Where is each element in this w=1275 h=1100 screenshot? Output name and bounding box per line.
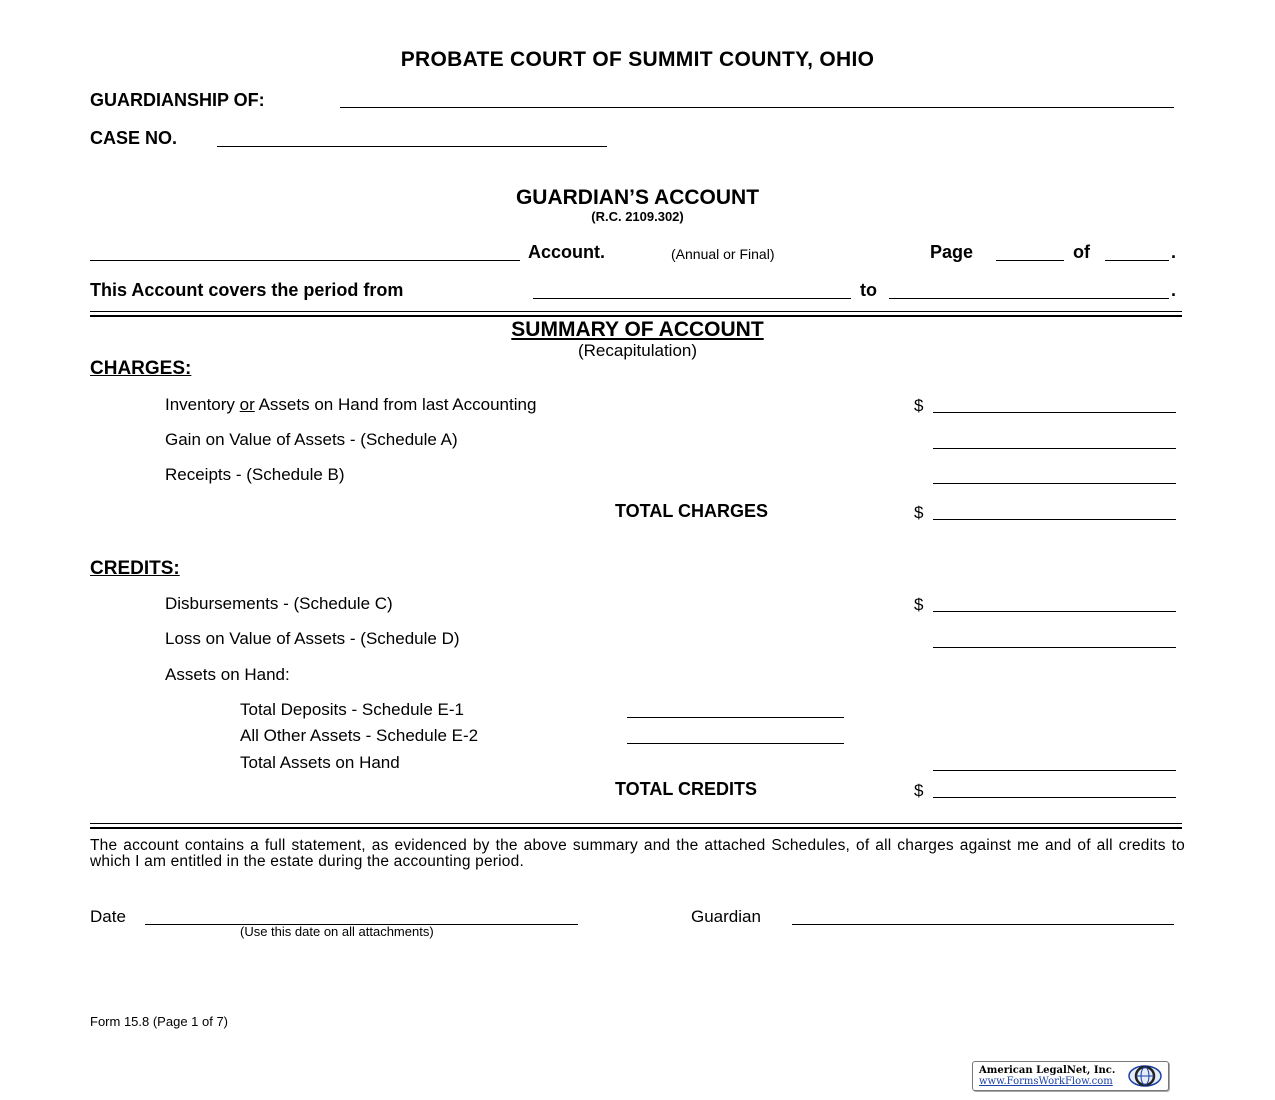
period-from-field[interactable] <box>533 298 851 299</box>
inventory-dollar-sign: $ <box>914 396 924 415</box>
charges-heading: CHARGES: <box>90 358 192 379</box>
loss-label: Loss on Value of Assets - (Schedule D) <box>165 629 460 648</box>
divider-bottom <box>90 823 1182 829</box>
disbursements-dollar-sign: $ <box>914 595 924 614</box>
guardianship-name-field[interactable] <box>340 107 1174 108</box>
logo-company-name: American LegalNet, Inc. <box>979 1065 1116 1076</box>
guardianship-label: GUARDIANSHIP OF: <box>90 90 265 110</box>
assets-on-hand-label: Assets on Hand: <box>165 665 290 684</box>
total-deposits-label: Total Deposits - Schedule E-1 <box>240 700 464 719</box>
page-number-field[interactable] <box>996 260 1064 261</box>
total-deposits-amount-field[interactable] <box>627 717 844 718</box>
inventory-text-pre: Inventory <box>165 395 235 414</box>
inventory-amount-field[interactable] <box>933 412 1176 413</box>
date-hint: (Use this date on all attachments) <box>240 924 434 939</box>
page-label: Page <box>930 242 974 262</box>
gain-label: Gain on Value of Assets - (Schedule A) <box>165 430 458 449</box>
page-period: . <box>1171 242 1177 262</box>
statement-paragraph: The account contains a full statement, as evidenced by the above summary and the attached Schedules, of all charges against me and of all credits to which I am entitled in the estate during the accounting period. <box>90 837 1185 870</box>
guardian-signature-field[interactable] <box>792 924 1174 925</box>
of-label: of <box>1073 242 1090 262</box>
globe-icon <box>1126 1064 1164 1088</box>
summary-heading: SUMMARY OF ACCOUNT <box>511 318 764 341</box>
case-number-field[interactable] <box>217 146 607 147</box>
disbursements-label: Disbursements - (Schedule C) <box>165 594 393 613</box>
case-number-label: CASE NO. <box>90 128 178 148</box>
total-credits-label: TOTAL CREDITS <box>615 779 758 799</box>
total-assets-amount-field[interactable] <box>933 770 1176 771</box>
period-from-label: This Account covers the period from <box>90 280 404 300</box>
date-label: Date <box>90 907 126 926</box>
inventory-text-post: Assets on Hand from last Accounting <box>258 395 537 414</box>
total-credits-amount-field[interactable] <box>933 797 1176 798</box>
other-assets-label: All Other Assets - Schedule E-2 <box>240 726 479 745</box>
account-label: Account. <box>528 242 606 262</box>
statute-reference: (R.C. 2109.302) <box>591 209 684 224</box>
loss-amount-field[interactable] <box>933 647 1176 648</box>
period-to-field[interactable] <box>889 298 1169 299</box>
total-charges-amount-field[interactable] <box>933 519 1176 520</box>
legalnet-logo[interactable] <box>972 1061 1169 1091</box>
inventory-label <box>165 395 536 415</box>
guardian-label: Guardian <box>691 907 761 926</box>
credits-heading: CREDITS: <box>90 558 180 579</box>
account-type-hint: (Annual or Final) <box>671 246 775 262</box>
form-title: GUARDIAN’S ACCOUNT <box>515 186 760 209</box>
form-id: Form 15.8 (Page 1 of 7) <box>90 1014 229 1029</box>
total-charges-label: TOTAL CHARGES <box>615 501 769 521</box>
page-total-field[interactable] <box>1105 260 1169 261</box>
logo-url[interactable]: www.FormsWorkFlow.com <box>979 1076 1113 1087</box>
divider-top <box>90 311 1182 317</box>
period-to-label: to <box>860 280 877 300</box>
court-title: PROBATE COURT OF SUMMIT COUNTY, OHIO <box>400 48 875 71</box>
period-end-mark: . <box>1171 280 1177 300</box>
total-assets-label: Total Assets on Hand <box>240 753 400 772</box>
disbursements-amount-field[interactable] <box>933 611 1176 612</box>
gain-amount-field[interactable] <box>933 448 1176 449</box>
other-assets-amount-field[interactable] <box>627 743 844 744</box>
total-charges-dollar-sign: $ <box>914 503 924 522</box>
account-type-field[interactable] <box>90 260 520 261</box>
summary-subheading: (Recapitulation) <box>577 341 698 360</box>
inventory-text-or: or <box>239 395 255 414</box>
total-credits-dollar-sign: $ <box>914 781 924 800</box>
receipts-amount-field[interactable] <box>933 483 1176 484</box>
receipts-label: Receipts - (Schedule B) <box>165 465 345 484</box>
